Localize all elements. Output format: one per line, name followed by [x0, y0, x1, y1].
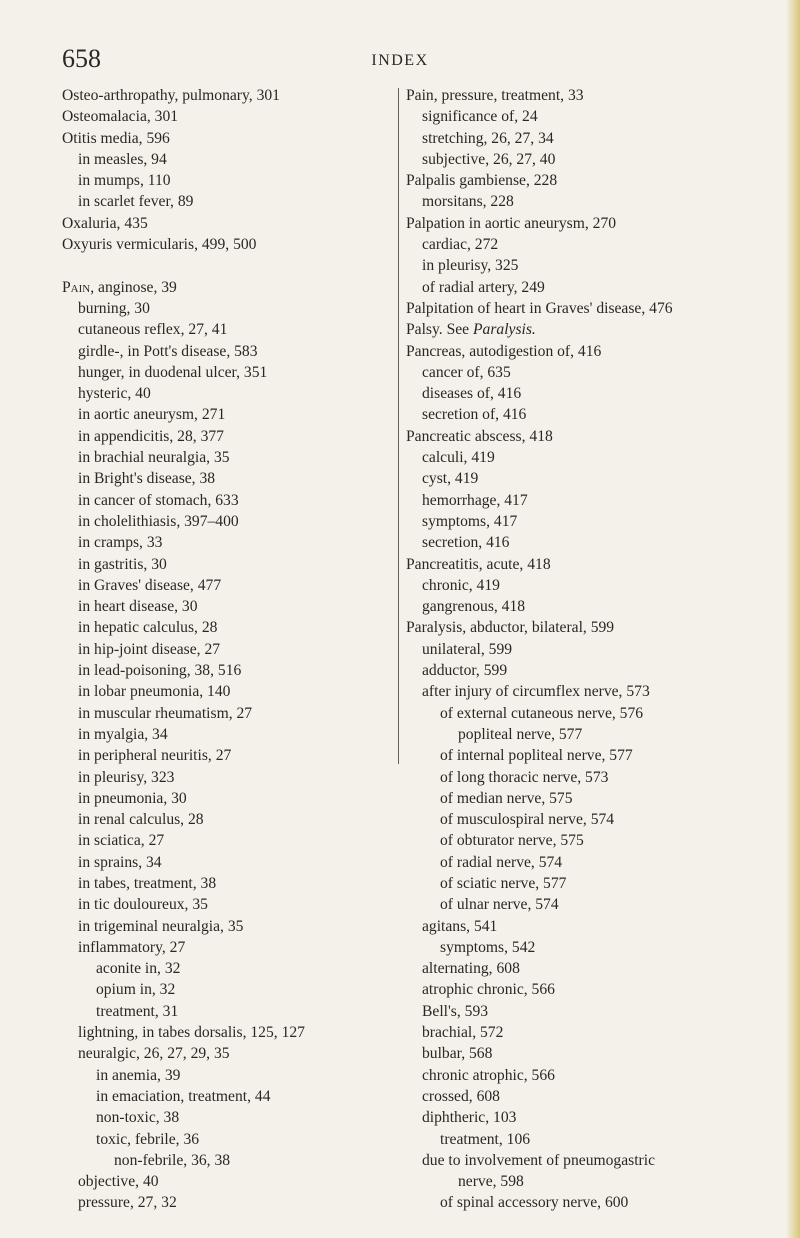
index-entry — [62, 277, 402, 298]
index-entry: of median nerve, 575 — [440, 789, 573, 807]
index-entry: in sciatica, 27 — [78, 832, 165, 850]
entry-rest: , anginose, 39 — [90, 278, 177, 296]
index-entry: treatment, 106 — [440, 1130, 531, 1148]
index-entry: Palpation in aortic aneurysm, 270 — [406, 214, 617, 232]
index-entry: in pleurisy, 323 — [78, 768, 175, 786]
index-entry: of long thoracic nerve, 573 — [440, 768, 609, 786]
page-header — [0, 44, 800, 74]
index-entry: in lobar pneumonia, 140 — [78, 683, 231, 701]
index-entry: Palpitation of heart in Graves' disease, 476 — [406, 299, 673, 317]
index-entry: in heart disease, 30 — [78, 598, 198, 616]
index-entry: Pancreatitis, acute, 418 — [406, 555, 551, 573]
index-entry: chronic, 419 — [422, 576, 500, 594]
index-entry: objective, 40 — [78, 1173, 159, 1191]
index-entry: in measles, 94 — [78, 150, 167, 168]
index-entry: opium in, 32 — [96, 981, 176, 999]
index-entry: burning, 30 — [78, 299, 150, 317]
index-entry: Bell's, 593 — [422, 1002, 489, 1020]
index-entry: Pancreas, autodigestion of, 416 — [406, 342, 602, 360]
index-entry: treatment, 31 — [96, 1002, 179, 1020]
index-entry: after injury of circumflex nerve, 573 — [422, 683, 650, 701]
index-entry: lightning, in tabes dorsalis, 125, 127 — [78, 1024, 305, 1042]
index-entry: in trigeminal neuralgia, 35 — [78, 917, 244, 935]
index-entry: in cholelithiasis, 397–400 — [78, 512, 239, 530]
index-entry: alternating, 608 — [422, 960, 520, 978]
index-entry: in brachial neuralgia, 35 — [78, 449, 230, 467]
entry-text: Palsy. See — [406, 321, 473, 339]
index-entry: of ulnar nerve, 574 — [440, 896, 559, 914]
index-entry: Palpalis gambiense, 228 — [406, 172, 558, 190]
index-entry: in cramps, 33 — [78, 534, 163, 552]
index-entry: in appendicitis, 28, 377 — [78, 427, 224, 445]
index-entry: cutaneous reflex, 27, 41 — [78, 321, 228, 339]
index-entry: of musculospiral nerve, 574 — [440, 811, 615, 829]
index-entry: in pneumonia, 30 — [78, 789, 187, 807]
index-entry: hunger, in duodenal ulcer, 351 — [78, 363, 268, 381]
index-entry: in renal calculus, 28 — [78, 811, 204, 829]
index-entry: due to involvement of pneumogastric — [422, 1151, 655, 1169]
index-entry: calculi, 419 — [422, 449, 495, 467]
index-entry: in aortic aneurysm, 271 — [78, 406, 226, 424]
index-entry: Otitis media, 596 — [62, 129, 170, 147]
index-entry: inflammatory, 27 — [78, 938, 186, 956]
index-entry: stretching, 26, 27, 34 — [422, 129, 554, 147]
index-entry: significance of, 24 — [422, 108, 538, 126]
index-entry: bulbar, 568 — [422, 1045, 493, 1063]
index-entry: of radial nerve, 574 — [440, 853, 563, 871]
index-entry: in emaciation, treatment, 44 — [96, 1087, 271, 1105]
index-entry: in scarlet fever, 89 — [78, 193, 194, 211]
index-entry: Pain, pressure, treatment, 33 — [406, 87, 584, 104]
index-entry: non-toxic, 38 — [96, 1109, 180, 1127]
index-entry: secretion, 416 — [422, 534, 510, 552]
index-entry: of spinal accessory nerve, 600 — [440, 1194, 629, 1212]
index-entry: hemorrhage, 417 — [422, 491, 528, 509]
index-entry: adductor, 599 — [422, 662, 508, 680]
index-entry: agitans, 541 — [422, 917, 498, 935]
entry-cross-reference: Paralysis. — [473, 321, 536, 339]
index-entry: cyst, 419 — [422, 470, 479, 488]
index-entry: in sprains, 34 — [78, 853, 162, 871]
index-entry: in peripheral neuritis, 27 — [78, 747, 232, 765]
index-entry: Pancreatic abscess, 418 — [406, 427, 553, 445]
index-entry: symptoms, 417 — [422, 512, 518, 530]
page-edge-stain — [786, 0, 800, 1238]
index-entry: non-febrile, 36, 38 — [114, 1151, 231, 1169]
index-entry: symptoms, 542 — [440, 938, 536, 956]
index-entry: popliteal nerve, 577 — [458, 725, 583, 743]
index-entry: in gastritis, 30 — [78, 555, 167, 573]
index-entry: in tabes, treatment, 38 — [78, 874, 217, 892]
index-entry: in hepatic calculus, 28 — [78, 619, 218, 637]
index-entry: atrophic chronic, 566 — [422, 981, 555, 999]
index-entry: toxic, febrile, 36 — [96, 1130, 200, 1148]
index-entry: unilateral, 599 — [422, 640, 513, 658]
index-entry: pressure, 27, 32 — [78, 1194, 177, 1212]
index-entry: gangrenous, 418 — [422, 598, 526, 616]
index-entry: in hip-joint disease, 27 — [78, 640, 221, 658]
index-entry: hysteric, 40 — [78, 385, 151, 403]
index-entry: subjective, 26, 27, 40 — [422, 150, 556, 168]
index-entry: of sciatic nerve, 577 — [440, 874, 567, 892]
index-entry: secretion of, 416 — [422, 406, 527, 424]
index-entry: Oxyuris vermicularis, 499, 500 — [62, 236, 257, 254]
column-divider — [398, 88, 399, 764]
header-title: INDEX — [371, 52, 429, 69]
index-entry: in anemia, 39 — [96, 1066, 181, 1084]
index-entry: Osteo-arthropathy, pulmonary, 301 — [62, 87, 280, 104]
page-number: 658 — [62, 44, 101, 73]
entry-head-smallcaps: Pain — [62, 278, 91, 296]
index-entry: girdle-, in Pott's disease, 583 — [78, 342, 258, 360]
index-column-left — [62, 85, 402, 1214]
index-entry: of radial artery, 249 — [422, 278, 545, 296]
index-entry: cancer of, 635 — [422, 363, 511, 381]
index-entry: crossed, 608 — [422, 1087, 500, 1105]
index-entry: in muscular rheumatism, 27 — [78, 704, 253, 722]
index-entry: aconite in, 32 — [96, 960, 181, 978]
index-entry: Osteomalacia, 301 — [62, 108, 179, 126]
index-entry: in cancer of stomach, 633 — [78, 491, 239, 509]
index-entry: nerve, 598 — [458, 1173, 524, 1191]
index-entry: in lead-poisoning, 38, 516 — [78, 662, 242, 680]
index-entry: Oxaluria, 435 — [62, 214, 148, 232]
index-entry: of obturator nerve, 575 — [440, 832, 584, 850]
index-entry: morsitans, 228 — [422, 193, 514, 211]
index-entry: in mumps, 110 — [78, 172, 171, 190]
index-entry: diphtheric, 103 — [422, 1109, 517, 1127]
index-entry: brachial, 572 — [422, 1024, 504, 1042]
index-entry: of external cutaneous nerve, 576 — [440, 704, 644, 722]
index-entry: Paralysis, abductor, bilateral, 599 — [406, 619, 615, 637]
index-entry: neuralgic, 26, 27, 29, 35 — [78, 1045, 230, 1063]
index-entry: in tic douloureux, 35 — [78, 896, 208, 914]
index-column-right — [406, 85, 786, 1214]
index-entry: of internal popliteal nerve, 577 — [440, 747, 633, 765]
index-entry: cardiac, 272 — [422, 236, 499, 254]
index-entry: chronic atrophic, 566 — [422, 1066, 555, 1084]
index-entry: diseases of, 416 — [422, 385, 522, 403]
index-entry: in Bright's disease, 38 — [78, 470, 216, 488]
index-entry: in Graves' disease, 477 — [78, 576, 222, 594]
index-entry: in pleurisy, 325 — [422, 257, 519, 275]
index-entry — [406, 319, 786, 340]
index-entry: in myalgia, 34 — [78, 725, 168, 743]
